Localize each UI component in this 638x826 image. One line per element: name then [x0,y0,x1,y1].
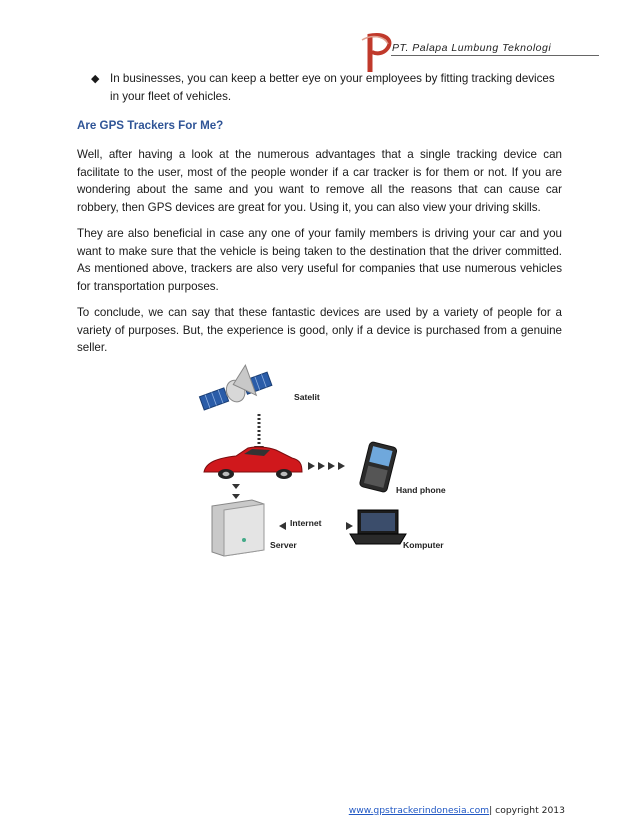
label-handphone: Hand phone [396,485,446,495]
document-body [77,70,562,366]
bullet-icon: ◆ [91,73,100,85]
website-link[interactable]: www.gpstrackerindonesia.com [348,805,490,816]
header [358,30,608,74]
server-icon [212,500,264,556]
laptop-icon [350,510,406,544]
section-heading: Are GPS Trackers For Me? [77,119,224,132]
arrow-car-to-phone [308,462,345,470]
copyright-text: | copyright 2013 [489,805,565,816]
bullet-text: In businesses, you can keep a better eye on your employees by fitting tracking devices in your fleet of vehicles. [110,72,555,103]
label-satelit: Satelit [294,392,320,402]
car-icon [204,447,302,479]
label-komputer: Komputer [403,540,444,550]
satellite-icon [196,359,273,414]
gps-diagram [196,354,480,560]
footer [0,805,565,816]
header-divider [391,55,599,56]
paragraph-1: Well, after having a look at the numerous advantages that a single tracking device can facilitate to the user, most of the people wonder if a car tracker is for them or not. If you are wondering about the same and you want to remove all the reasons that can cause car robbery, then GPS devices are great for you. Using it, you can also view your driving skills. [77,148,562,214]
arrow-car-to-server [232,484,240,499]
phone-icon [359,441,397,492]
label-server: Server [270,540,297,550]
bullet-item [91,70,562,106]
label-internet: Internet [290,518,322,528]
company-name: PT. Palapa Lumbung Teknologi [392,42,552,54]
paragraph-2: They are also beneficial in case any one of your family members is driving your car and you want to make sure that the vehicle is being taken to the destination that the driver committed. As mentioned above, trackers are also very useful for companies that use numerous vehicles for transportation purposes. [77,227,562,293]
paragraph-3: To conclude, we can say that these fantastic devices are used by a variety of people for a variety of purposes. But, the experience is good, only if a device is purchased from a genuine seller. [77,306,562,354]
gps-diagram-drawing [196,354,480,560]
